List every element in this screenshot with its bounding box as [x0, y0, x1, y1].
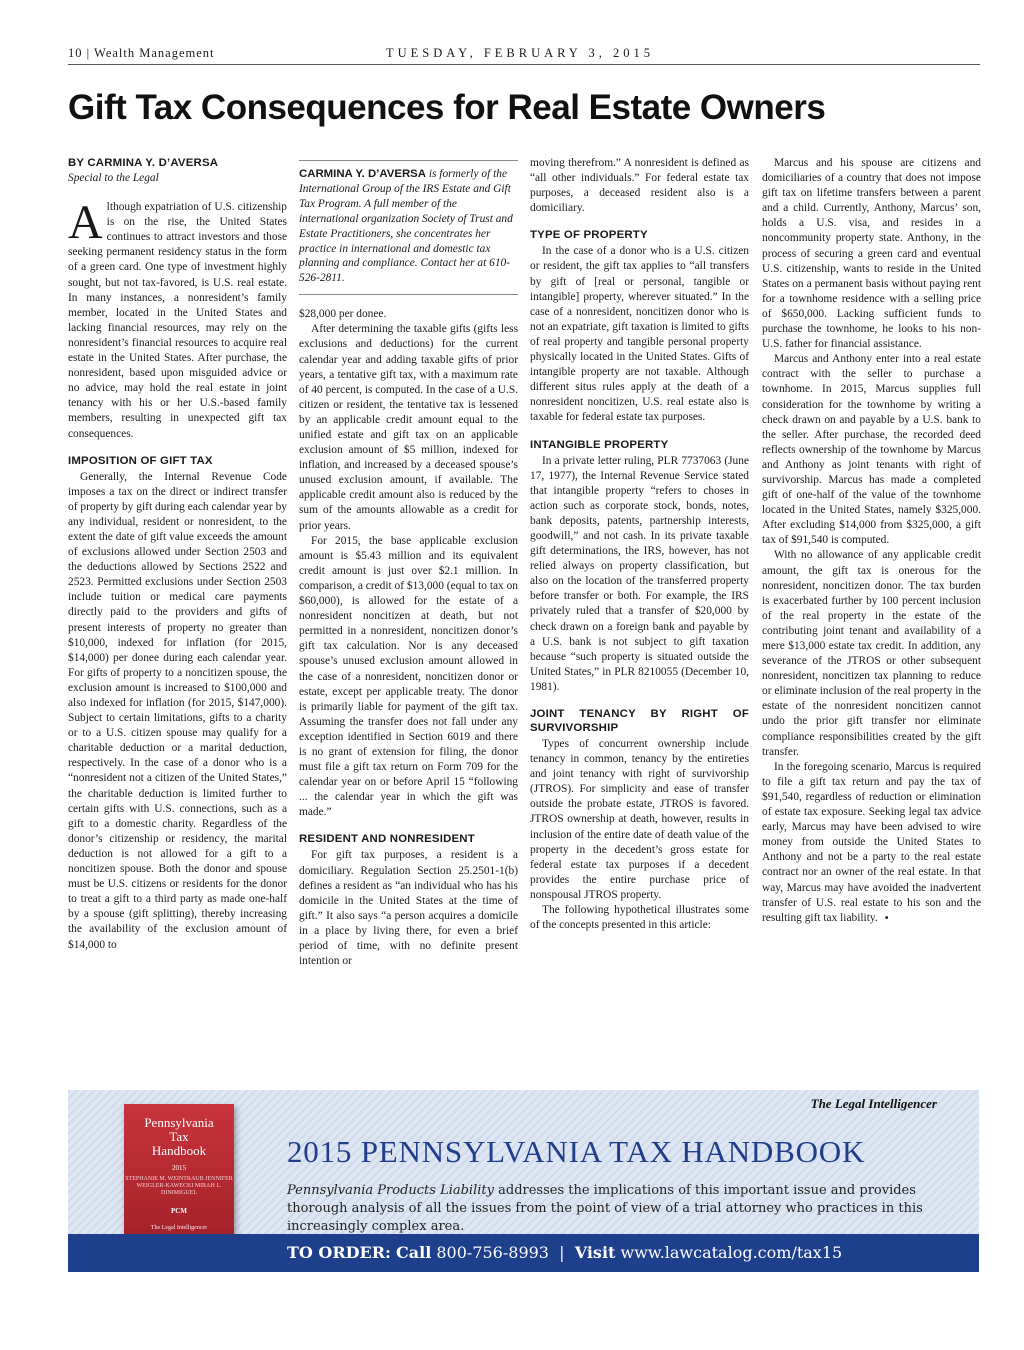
- legal-intelligencer-logo: The Legal Intelligencer: [810, 1096, 937, 1111]
- book-logo: PCM: [171, 1207, 187, 1215]
- paragraph-hypothetical: The following hypothetical illustrates some of the concepts presented in this article:: [530, 904, 749, 932]
- paragraph-intangible: In a private letter ruling, PLR 7737063 (June 17, 1977), the Internal Revenue Service stated that intangible property “refers to choses in action such as corporate stock, bonds, notes, bank deposits, patents, partnership interests, goodwill,” and not cash. In its private taxable gift determinations, the IRS, however, has not relied always on property classification, but also on the location of the transferred property before transfer or both. For example, the IRS privately ruled that a transfer of $20,000 by check drawn on a foreign bank and payable by a U.S. bank is not subject to gift taxation because “such property is situated outside the United States,” in PLR 8210055 (December 10, 1981).: [530, 454, 749, 693]
- column-3: [530, 156, 749, 933]
- book-title-line-2: Tax: [169, 1129, 189, 1144]
- article-title: Gift Tax Consequences for Real Estate Owners: [68, 88, 826, 127]
- running-header: [68, 44, 980, 65]
- column-1: [68, 156, 287, 953]
- book-title-line-1: Pennsylvania: [144, 1115, 214, 1130]
- end-mark: •: [883, 912, 890, 924]
- conclusion-text: In the foregoing scenario, Marcus is required to file a gift tax return and pay the tax of $91,540, regardless of reduction or elimination of estate tax exposure. Seeking legal tax advice early, Marcus may have been advised to wire money from outside the United States to Anthony and not be a party to the real estate contract nor an owner of the real estate. In that way, Marcus may have avoided the inadvertent transfer of U.S. real estate to his son and the resulting gift tax liability.: [762, 760, 981, 924]
- ad-description: [287, 1182, 957, 1236]
- issue-date: TUESDAY, FEBRUARY 3, 2015: [386, 46, 654, 60]
- heading-joint-tenancy: JOINT TENANCY BY RIGHT OF SURVIVORSHIP: [530, 708, 749, 734]
- website-link[interactable]: www.lawcatalog.com/tax15: [620, 1243, 843, 1262]
- book-authors: STEPHANIE M. WEINTRAUB JENNIFER WEIGLER-KAWECKI MIRAH L. DINIMIGUEL: [125, 1176, 233, 1196]
- order-label: TO ORDER:: [287, 1243, 391, 1262]
- paragraph-marcus-intro: Marcus and his spouse are citizens and domiciliaries of a country that does not impose gift tax on lifetime transfers between a parent and a child. Currently, Anthony, Marcus’ son, holds a U.S. visa, and resides in a noncommunity property state. Anthony, in the process of securing a green card and eventual U.S. citizenship, wants to reside in the United States on a permanent basis without paying rent for a townhome residence with a selling price of $650,000. Lacking sufficient funds to purchase the townhome, he looks to his non-U.S. father for financial assistance.: [762, 157, 981, 351]
- column-2: [299, 156, 518, 969]
- heading-type-of-property: TYPE OF PROPERTY: [530, 229, 648, 242]
- book-cover-image[interactable]: [124, 1104, 234, 1254]
- book-publisher: The Legal Intelligencer: [150, 1225, 208, 1231]
- ad-title[interactable]: 2015 PENNSYLVANIA TAX HANDBOOK: [287, 1134, 866, 1169]
- author-bio: [299, 160, 518, 295]
- heading-intangible: INTANGIBLE PROPERTY: [530, 438, 669, 451]
- intro-text: lthough expatriation of U.S. citizenship is on the rise, the United States continues to attract investors and those seeking permanent residency status in the form of a green card. One type of investment highly sought, but not tax-favored, is U.S. real estate. In many instances, a nonresident’s family member, located in the United States and lacking financial resources, may rely on the nonresident’s financial resources to acquire real estate in the United States. After purchase, the nonresident, based upon misguided advice or no advice, may hold the real estate in joint tenancy with his or her U.S.-based family members, resulting in unexpected gift tax consequences.: [68, 201, 287, 440]
- paragraph-resident: For gift tax purposes, a resident is a domiciliary. Regulation Section 25.2501-1(b) defines a resident as “an individual who has his domicile in the United States at the time of gift.” It also says “a person acquires a domicile in a place by living there, for even a brief period of time, with no definite present intention or: [299, 849, 518, 968]
- paragraph-joint-tenancy: Types of concurrent ownership include tenancy in common, tenancy by the entireties and joint tenancy with right of survivorship (JTROS). For simplicity and ease of transfer outside the probate estate, JTROS is favored. JTROS ownership at death, however, results in inclusion of the entire date of death value of the property in the decedent’s gross estate for federal estate tax purposes if a decedent provides the entire purchase price of nonspousal JTROS property.: [530, 738, 749, 901]
- visit-label: Visit: [574, 1243, 616, 1262]
- intro-paragraph: [68, 196, 287, 442]
- byline: BY CARMINA Y. D’AVERSA: [68, 157, 219, 169]
- ad-desc-italic: Pennsylvania Products Liability: [287, 1183, 494, 1198]
- byline-subtitle: Special to the Legal: [68, 172, 159, 184]
- book-cover-title: [124, 1116, 234, 1158]
- book-title-line-3: Handbook: [151, 1143, 207, 1158]
- drop-cap: A: [68, 196, 103, 250]
- order-bar: [68, 1234, 979, 1272]
- order-line: [287, 1234, 842, 1272]
- book-year: 2015: [172, 1164, 186, 1172]
- heading-resident: RESIDENT AND NONRESIDENT: [299, 833, 475, 846]
- page-section: 10 | Wealth Management: [68, 46, 215, 60]
- paragraph-imposition: Generally, the Internal Revenue Code imposes a tax on the direct or indirect transfer of property by gift during each calendar year by any individual, resident or nonresident, to the extent the date of gift value exceeds the amount of exclusions allowed under Section 2503 and the deductions allowed by Sections 2522 and 2523. Permitted exclusions under Section 2503 include tuition or medical care payments directly paid to the providers and gifts of present interests of property no greater than $10,000, indexed for inflation (for 2015, $14,000) per donee during each calendar year. For gifts of property to a noncitizen spouse, the exclusion amount is increased to $100,000 and also indexed for inflation (for 2015, $147,000). Subject to certain limitations, gifts to a charity or to a U.S. citizen spouse may qualify for a charitable deduction or a marital deduction, respectively. In the case of a donor who is a “nonresident not a citizen of the United States,” the charitable deduction is limited further to certain gifts with U.S. connections, such as a gift to a domestic charity. Regardless of the donor’s citizenship or residency, the marital deduction is not allowed for a gift to a noncitizen spouse. Both the donor and spouse must be U.S. citizens or residents for the donor to treat a gift to a third party as made one-half by a spouse (gift splitting), thereby increasing the availability of the exclusion amount of $14,000 to: [68, 470, 287, 951]
- ad-desc-rest: addresses the implications of this important issue and provides thorough analysis of all the issues from the point of view of a trial attorney who practices in this increasingly complex area.: [287, 1183, 923, 1234]
- paragraph-tentative-tax: After determining the taxable gifts (gifts less exclusions and deductions) for the current calendar year and adding taxable gifts of prior years, a tentative gift tax, with a maximum rate of 40 percent, is computed. In the case of a U.S. citizen or resident, the tentative tax is lessened by an applicable credit amount equal to the unified estate and gift tax on an applicable exclusion amount of $5 million, indexed for inflation, and increased by a deceased spouse’s unused exclusion amount, if available. The applicable credit amount also is reduced by the sum of the amounts allowable as a credit for prior years.: [299, 323, 518, 532]
- paragraph-credit: With no allowance of any applicable credit amount, the gift tax is onerous for the nonresident, noncitizen donor. The tax burden is exacerbated further by 100 percent inclusion of the real property in the estate of the contributing joint tenant and availability of a mere $13,000 estate tax credit. In addition, any severance of the JTROS or other subsequent nonresident, noncitizen tax planning to reduce or eliminate inclusion of the real property in the estate of the nonresident noncitizen cannot undo the prior gift transfer nor eliminate compliance responsibilities created by the gift transfer.: [762, 549, 981, 758]
- phone-number-link[interactable]: 800-756-8993: [436, 1243, 549, 1262]
- column-4: [762, 156, 981, 926]
- call-label: Call: [396, 1243, 432, 1262]
- paragraph-type-of-property: In the case of a donor who is a U.S. citizen or resident, the gift tax applies to “all transfers by gift of [real or personal, tangible or intangible] property, wherever situated.” In the case of a nonresident, noncitizen donor who is not an expatriate, gift taxation is limited to gifts of real property and tangible personal property physically located in the United States. Gifts of intangible property are not taxable. Although different situs rules apply at the death of a nonresident noncitizen, U.S. real estate also is taxable for federal estate tax purposes.: [530, 245, 749, 424]
- paragraph-2015-exclusion: For 2015, the base applicable exclusion amount is $5.43 million and its equivalent credit amount is just over $2.1 million. In comparison, a credit of $13,000 (equal to tax on $60,000), is allowed for the estate of a nonresident noncitizen at death, but not permitted in a nonresident, noncitizen donor’s gift tax calculation. Nor is any deceased spouse’s unused exclusion amount allowed in the case of a nonresident, noncitizen donor or estate, except per applicable treaty. The donor is primarily liable for payment of the gift tax. Assuming the transfer does not fall under any exception identified in Section 6019 and there is no grant of extension for filing, the donor must file a gift tax return on Form 709 for the calendar year on or before April 15 “following ... the calendar year in which the gift was made.”: [299, 534, 518, 819]
- advertisement-banner[interactable]: [68, 1090, 979, 1272]
- paragraph-continuation: $28,000 per donee.: [299, 308, 387, 321]
- bio-text: is formerly of the International Group of the IRS Estate and Gift Tax Program. A full member of the international organization Society of Trust and Estate Practitioners, she concentrates her practice in international and domestic tax planning and compliance. Contact her at 610-526-2811.: [299, 168, 513, 285]
- separator: |: [559, 1243, 565, 1262]
- paragraph-real-estate-contract: Marcus and Anthony enter into a real estate contract with the seller to purchase a townhome. In 2015, Marcus supplies full consideration for the townhome by writing a check drawn on and payable by a U.S. bank to the seller. After purchase, the recorded deed reflects ownership of the townhome by Marcus and Anthony as joint tenants with right of survivorship. Marcus has made a completed gift of one-half of the value of the townhome located in the United States, namely $325,000. After excluding $14,000 from $325,000, a gift tax of $91,540 is computed.: [762, 353, 981, 547]
- bio-name: CARMINA Y. D’AVERSA: [299, 168, 426, 180]
- paragraph-continuation-3: moving therefrom.” A nonresident is defined as “all other individuals.” For federal estate tax purposes, a deceased resident also is a domiciliary.: [530, 157, 749, 215]
- heading-imposition: IMPOSITION OF GIFT TAX: [68, 454, 213, 467]
- paragraph-conclusion: [762, 760, 981, 926]
